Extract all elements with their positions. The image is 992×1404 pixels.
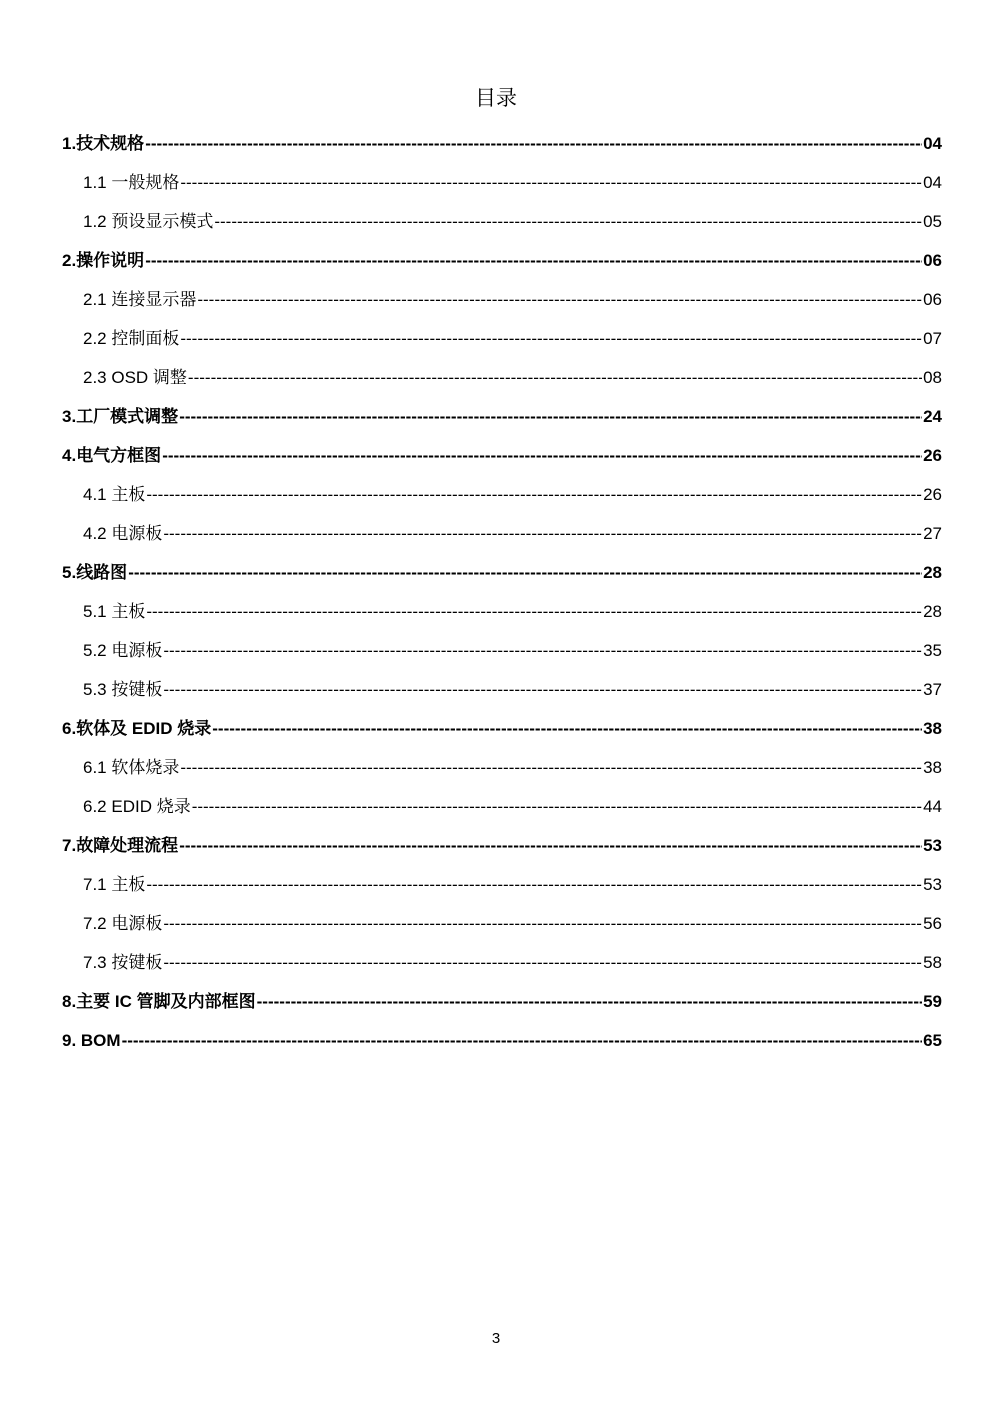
toc-chapter[interactable] (62, 826, 942, 865)
toc-dot-leader (146, 475, 922, 514)
toc-page-number: 38 (923, 719, 942, 738)
toc-entry-label: 技术规格 (76, 134, 145, 153)
toc-chapter[interactable] (62, 436, 942, 475)
toc-section[interactable] (62, 943, 942, 982)
toc-page-number: 58 (923, 953, 942, 972)
toc-dot-leader (146, 592, 922, 631)
toc-entry-label: 连接显示器 (111, 290, 197, 309)
toc-page-number: 06 (923, 290, 942, 309)
toc-entry-label: 线路图 (76, 563, 128, 582)
toc-entry-number: 2. (62, 251, 77, 270)
toc-entry-number: 7.2 (83, 914, 112, 933)
toc-entry-title (83, 163, 179, 202)
toc-entry-number: 6.2 (83, 797, 112, 816)
toc-dot-leader (180, 319, 922, 358)
toc-entry-number: 5. (62, 563, 77, 582)
toc-entry-label: BOM (80, 1031, 121, 1050)
toc-chapter[interactable] (62, 124, 942, 163)
toc-dot-leader (145, 124, 922, 163)
toc-entry-label: 预设显示模式 (111, 212, 214, 231)
toc-entry-label: 按键板 (111, 953, 163, 972)
toc-section[interactable] (62, 475, 942, 514)
toc-page-number: 28 (923, 602, 942, 621)
toc-dot-leader (146, 865, 922, 904)
toc-page-number: 53 (923, 836, 942, 855)
toc-entry-label: 电源板 (111, 524, 163, 543)
toc-entry-label: 主板 (111, 875, 146, 894)
toc-entry-title (62, 553, 127, 592)
toc-page-number: 26 (923, 485, 942, 504)
toc-dot-leader (179, 397, 922, 436)
toc-dot-leader (162, 436, 922, 475)
toc-chapter[interactable] (62, 241, 942, 280)
toc-entry-label: 电源板 (111, 641, 163, 660)
toc-dot-leader (197, 280, 922, 319)
toc-page-number: 37 (923, 680, 942, 699)
toc-page-number: 08 (923, 368, 942, 387)
toc-entry-number: 2.1 (83, 290, 112, 309)
toc-entry-number: 5.1 (83, 602, 112, 621)
toc-entry-number: 5.3 (83, 680, 112, 699)
toc-chapter[interactable] (62, 397, 942, 436)
toc-entry-label: 控制面板 (111, 329, 180, 348)
toc-dot-leader (192, 787, 922, 826)
toc-entry-label: 故障处理流程 (76, 836, 179, 855)
toc-entry-title (62, 397, 178, 436)
toc-entry-title (83, 904, 162, 943)
toc-entry-title (62, 124, 144, 163)
toc-entry-title (62, 436, 161, 475)
toc-entry-title (83, 943, 162, 982)
toc-entry-label: EDID 烧录 (111, 797, 191, 816)
toc-entry-title (62, 1021, 121, 1060)
toc-entry-number: 9. (62, 1031, 81, 1050)
toc-page-number: 26 (923, 446, 942, 465)
toc-page-number: 65 (923, 1031, 942, 1050)
toc-section[interactable] (62, 748, 942, 787)
toc-entry-number: 5.2 (83, 641, 112, 660)
toc-entry-label: 电气方框图 (76, 446, 162, 465)
toc-entry-label: 操作说明 (76, 251, 145, 270)
toc-entry-title (83, 748, 179, 787)
page-title: 目录 (475, 86, 517, 110)
toc-page-number: 35 (923, 641, 942, 660)
toc-entry-title (83, 592, 145, 631)
toc-page-number: 38 (923, 758, 942, 777)
toc-entry-number: 2.2 (83, 329, 112, 348)
toc-dot-leader (163, 943, 922, 982)
toc-entry-number: 6. (62, 719, 77, 738)
toc-section[interactable] (62, 865, 942, 904)
toc-entry-label: 一般规格 (111, 173, 180, 192)
toc-entry-number: 4.1 (83, 485, 112, 504)
toc-page-number: 06 (923, 251, 942, 270)
toc-section[interactable] (62, 592, 942, 631)
toc-entry-number: 2.3 (83, 368, 112, 387)
toc-entry-label: 电源板 (111, 914, 163, 933)
toc-entry-number: 7.1 (83, 875, 112, 894)
toc-entry-number: 3. (62, 407, 77, 426)
toc-chapter[interactable] (62, 709, 942, 748)
toc-entry-number: 1. (62, 134, 77, 153)
toc-page-number: 28 (923, 563, 942, 582)
toc-entry-title (83, 319, 179, 358)
toc-dot-leader (163, 631, 922, 670)
toc-page-number: 56 (923, 914, 942, 933)
toc-dot-leader (145, 241, 922, 280)
toc-entry-title (83, 631, 162, 670)
toc-entry-number: 1.2 (83, 212, 112, 231)
toc-entry-title (62, 241, 144, 280)
toc-entry-title (62, 709, 211, 748)
toc-entry-number: 6.1 (83, 758, 112, 777)
toc-section[interactable] (62, 358, 942, 397)
toc-section[interactable] (62, 631, 942, 670)
toc-page-number: 27 (923, 524, 942, 543)
toc-entry-label: 主板 (111, 485, 146, 504)
page-number: 3 (491, 1330, 501, 1347)
toc-dot-leader (188, 358, 922, 397)
toc-entry-title (83, 865, 145, 904)
toc-chapter[interactable] (62, 1021, 942, 1060)
toc-entry-title (83, 787, 191, 826)
toc-dot-leader (257, 982, 922, 1021)
toc-dot-leader (128, 553, 922, 592)
toc-entry-label: 主要 IC 管脚及内部框图 (76, 992, 256, 1011)
toc-section[interactable] (62, 202, 942, 241)
toc-page-number: 07 (923, 329, 942, 348)
toc-entry-title (83, 202, 213, 241)
toc-section[interactable] (62, 904, 942, 943)
toc-chapter[interactable] (62, 553, 942, 592)
toc-dot-leader (180, 748, 922, 787)
table-of-contents (62, 124, 942, 1060)
toc-page-number: 44 (923, 797, 942, 816)
toc-dot-leader (163, 670, 922, 709)
toc-entry-title (83, 514, 162, 553)
toc-entry-label: 工厂模式调整 (76, 407, 179, 426)
toc-entry-label: 软体及 EDID 烧录 (76, 719, 212, 738)
toc-entry-label: 软体烧录 (111, 758, 180, 777)
toc-entry-label: 按键板 (111, 680, 163, 699)
toc-entry-number: 1.1 (83, 173, 112, 192)
toc-section[interactable] (62, 319, 942, 358)
toc-page-number: 24 (923, 407, 942, 426)
toc-entry-number: 8. (62, 992, 77, 1011)
toc-dot-leader (180, 163, 922, 202)
toc-entry-title (83, 280, 196, 319)
toc-dot-leader (122, 1021, 923, 1060)
toc-entry-title (83, 670, 162, 709)
toc-section[interactable] (62, 514, 942, 553)
toc-page-number: 04 (923, 173, 942, 192)
toc-dot-leader (163, 514, 922, 553)
toc-page-number: 53 (923, 875, 942, 894)
toc-entry-title (83, 358, 187, 397)
toc-entry-label: OSD 调整 (111, 368, 187, 387)
toc-section[interactable] (62, 670, 942, 709)
toc-entry-number: 7.3 (83, 953, 112, 972)
toc-dot-leader (214, 202, 922, 241)
toc-entry-title (83, 475, 145, 514)
toc-section[interactable] (62, 163, 942, 202)
toc-dot-leader (212, 709, 922, 748)
toc-entry-number: 4. (62, 446, 77, 465)
toc-entry-number: 4.2 (83, 524, 112, 543)
toc-dot-leader (179, 826, 922, 865)
toc-page-number: 04 (923, 134, 942, 153)
toc-entry-label: 主板 (111, 602, 146, 621)
toc-dot-leader (163, 904, 922, 943)
toc-entry-title (62, 982, 256, 1021)
toc-section[interactable] (62, 787, 942, 826)
toc-page-number: 59 (923, 992, 942, 1011)
toc-entry-number: 7. (62, 836, 77, 855)
toc-section[interactable] (62, 280, 942, 319)
toc-entry-title (62, 826, 178, 865)
toc-chapter[interactable] (62, 982, 942, 1021)
toc-page-number: 05 (923, 212, 942, 231)
